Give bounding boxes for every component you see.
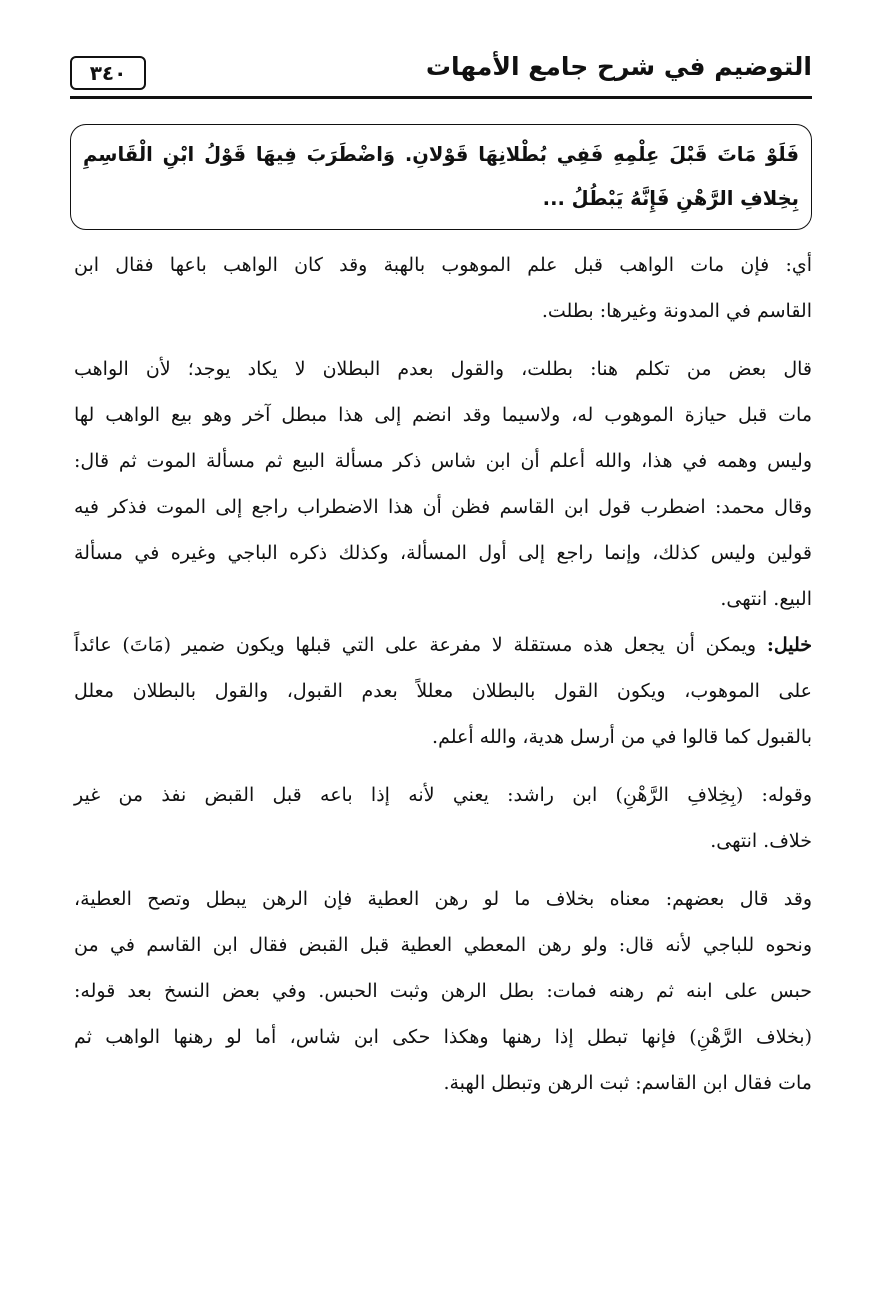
text-line: وقوله: (بِخِلافِ الرَّهْنِ) ابن راشد: يعني لأنه إذا باعه قبل القبض نفذ من غير [74, 784, 812, 806]
text-line: (بخلاف الرَّهْنِ) فإنها تبطل إذا رهنها وهكذا حكى ابن شاس، أما لو رهنها الواهب ثم [74, 1026, 812, 1048]
header-rule [70, 96, 812, 99]
paragraph [74, 876, 812, 1106]
paragraph [74, 622, 812, 760]
paragraph [74, 772, 812, 864]
speaker-label: خليل: [766, 634, 812, 656]
matn-line: بِخِلافِ الرَّهْنِ فَإِنَّهُ يَبْطُلُ ... [542, 187, 799, 210]
text-line: وقد قال بعضهم: معناه بخلاف ما لو رهن العطية فإن الرهن يبطل وتصح العطية، [74, 888, 812, 910]
page-header [70, 50, 812, 100]
text-line: بالقبول كما قالوا في من أرسل هدية، والله أعلم. [432, 726, 812, 748]
text-line: خلاف. انتهى. [710, 830, 812, 852]
matn-line: فَلَوْ مَاتَ قَبْلَ عِلْمِهِ فَفِي بُطْلانِهَا قَوْلانِ. وَاضْطَرَبَ فِيهَا قَوْلُ ابْنِ الْقَاسِمِ [83, 143, 799, 166]
paragraph [74, 346, 812, 622]
text-line: وقال محمد: اضطرب قول ابن القاسم فظن أن هذا الاضطراب راجع إلى الموت فذكر فيه [74, 496, 813, 518]
text-line: القاسم في المدونة وغيرها: بطلت. [541, 300, 812, 322]
text-line [74, 622, 812, 668]
text-line: على الموهوب، ويكون القول بالبطلان معللاً بعدم القبول، والقول بالبطلان معلل [74, 680, 812, 702]
text-line: ونحوه للباجي لأنه قال: ولو رهن المعطي العطية قبل القبض فقال ابن القاسم في من [74, 934, 812, 956]
text-line: مات فقال ابن القاسم: ثبت الرهن وتبطل الهبة. [443, 1072, 812, 1094]
text-line: قولين وليس كذلك، وإنما راجع إلى أول المسألة، وكذلك ذكره الباجي وغيره في مسألة [74, 542, 812, 564]
paragraph [74, 242, 812, 334]
text-line: مات قبل حيازة الموهوب له، ولاسيما وقد انضم إلى هذا مبطل آخر وهو بيع الواهب لها [74, 404, 812, 426]
text-line: قال بعض من تكلم هنا: بطلت، والقول بعدم البطلان لا يكاد يوجد؛ لأن الواهب [74, 358, 812, 380]
text-line: وليس وهمه في هذا، والله أعلم أن ابن شاس ذكر مسألة البيع ثم مسألة الموت ثم قال: [74, 450, 812, 472]
line-text: ويمكن أن يجعل هذه مستقلة لا مفرعة على التي قبلها ويكون ضمير (مَاتَ) عائداً [74, 634, 767, 656]
commentary-body [74, 242, 812, 1106]
text-line: البيع. انتهى. [720, 588, 812, 610]
text-line: حبس على ابنه ثم رهنه فمات: بطل الرهن وثبت الحبس. وفي بعض النسخ بعد قوله: [74, 980, 812, 1002]
matn-box [70, 124, 812, 230]
text-line: أي: فإن مات الواهب قبل علم الموهوب بالهبة وقد كان الواهب باعها فقال ابن [74, 254, 812, 276]
book-title: التوضيم في شرح جامع الأمهات [425, 52, 812, 81]
page-number: ٣٤٠ [70, 56, 146, 90]
